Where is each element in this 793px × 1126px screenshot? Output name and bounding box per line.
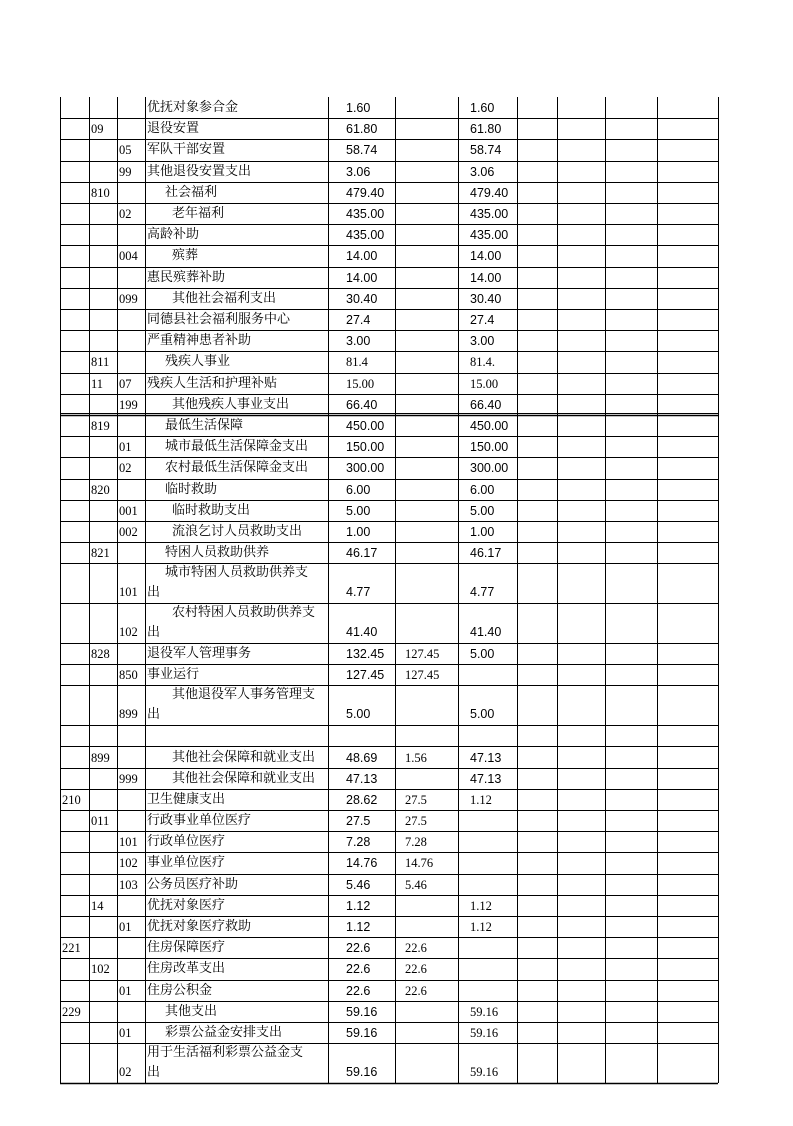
item-name: 退役安置: [147, 121, 200, 137]
subitem-code: 899: [119, 707, 138, 722]
category-code: 210: [62, 792, 81, 807]
item-code: 11: [91, 376, 104, 391]
project-expenditure: 46.17: [470, 546, 502, 561]
basic-expenditure: 127.45: [405, 647, 440, 662]
item-name: 退役军人管理事务: [147, 646, 252, 662]
category-code: 229: [62, 1004, 81, 1019]
total-amount: 4.77: [346, 585, 371, 600]
subitem-code: 099: [119, 291, 138, 306]
total-amount: 27.4: [346, 313, 371, 328]
item-name: 优抚对象医疗: [147, 897, 226, 913]
subitem-code: 101: [119, 585, 138, 600]
item-code: 820: [91, 482, 110, 497]
project-expenditure: 5.00: [470, 647, 495, 662]
subitem-code: 01: [119, 983, 132, 998]
total-amount: 15.00: [346, 376, 375, 391]
project-expenditure: 479.40: [470, 185, 509, 200]
item-name: 其他社会保障和就业支出: [172, 749, 316, 765]
subitem-code: 102: [119, 856, 138, 871]
basic-expenditure: 5.46: [405, 877, 427, 892]
item-name: 优抚对象参合金: [147, 100, 239, 116]
item-name: 彩票公益金安排支出: [165, 1025, 283, 1041]
total-amount: 1.00: [346, 525, 371, 539]
item-code: 810: [91, 185, 110, 200]
item-name: 社会福利: [165, 184, 218, 200]
project-expenditure: 59.16: [470, 1065, 499, 1079]
item-code: 09: [91, 122, 104, 137]
item-name: 行政单位医疗: [147, 834, 226, 850]
item-name: 临时救助: [165, 481, 218, 497]
basic-expenditure: 27.5: [405, 814, 427, 829]
item-name: 其他社会福利支出: [172, 290, 277, 306]
project-expenditure: 81.4.: [470, 355, 495, 370]
total-amount: 132.45: [346, 647, 385, 662]
subitem-code: 02: [119, 1065, 132, 1079]
item-code: 899: [91, 750, 110, 765]
item-name: 城市特困人员救助供养支: [165, 565, 309, 581]
project-expenditure: 27.4: [470, 313, 495, 328]
project-expenditure: 5.00: [470, 503, 495, 518]
total-amount: 3.06: [346, 164, 371, 179]
item-name: 事业单位医疗: [147, 855, 226, 871]
basic-expenditure: 127.45: [405, 668, 440, 683]
total-amount: 46.17: [346, 546, 378, 561]
total-amount: 58.74: [346, 143, 378, 158]
project-expenditure: 58.74: [470, 143, 502, 158]
total-amount: 59.16: [346, 1026, 378, 1041]
total-amount: 28.62: [346, 792, 378, 807]
total-amount: 14.00: [346, 249, 378, 264]
project-expenditure: 30.40: [470, 291, 502, 306]
category-code: 221: [62, 941, 81, 956]
item-code: 828: [91, 647, 110, 662]
subitem-code: 01: [119, 440, 132, 455]
basic-expenditure: 14.76: [405, 856, 434, 871]
item-code: 821: [91, 546, 110, 561]
subitem-code: 01: [119, 920, 132, 935]
subitem-code: 002: [119, 525, 138, 539]
item-name: 同德县社会福利服务中心: [147, 312, 291, 328]
project-expenditure: 66.40: [470, 397, 502, 412]
item-name: 临时救助支出: [172, 502, 251, 518]
item-name: 流浪乞讨人员救助支出: [172, 524, 303, 539]
project-expenditure: 3.00: [470, 334, 495, 349]
project-expenditure: 1.12: [470, 792, 492, 807]
total-amount: 14.00: [346, 270, 378, 285]
project-expenditure: 59.16: [470, 1026, 499, 1041]
subitem-code: 07: [119, 376, 132, 391]
total-amount: 22.6: [346, 983, 371, 998]
item-name: 其他支出: [165, 1003, 218, 1019]
item-name: 最低生活保障: [165, 418, 244, 434]
item-name: 农村最低生活保障金支出: [165, 460, 309, 476]
total-amount: 47.13: [346, 771, 378, 786]
item-name: 公务员医疗补助: [147, 876, 239, 892]
item-name: 优抚对象医疗救助: [147, 919, 252, 935]
project-expenditure: 6.00: [470, 482, 495, 497]
total-amount: 435.00: [346, 207, 385, 222]
total-amount: 450.00: [346, 419, 385, 434]
subitem-code: 004: [119, 249, 138, 264]
total-amount: 41.40: [346, 624, 378, 639]
project-expenditure: 1.12: [470, 920, 492, 935]
item-name-cont: 出: [147, 707, 161, 723]
item-name-cont: 出: [147, 1065, 161, 1080]
basic-expenditure: 22.6: [405, 962, 427, 977]
project-expenditure: 1.00: [470, 525, 495, 539]
item-name: 农村特困人员救助供养支: [172, 605, 316, 621]
subitem-code: 999: [119, 771, 138, 786]
subitem-code: 001: [119, 503, 138, 518]
total-amount: 6.00: [346, 482, 371, 497]
subitem-code: 199: [119, 397, 138, 412]
item-code: 811: [91, 355, 110, 370]
project-expenditure: 150.00: [470, 440, 509, 455]
project-expenditure: 435.00: [470, 228, 509, 243]
subitem-code: 101: [119, 835, 138, 850]
item-name: 城市最低生活保障金支出: [165, 439, 309, 455]
subitem-code: 02: [119, 461, 132, 476]
total-amount: 22.6: [346, 941, 371, 956]
item-name: 军队干部安置: [147, 142, 226, 158]
item-name: 事业运行: [147, 667, 200, 683]
total-amount: 5.00: [346, 503, 371, 518]
total-amount: 7.28: [346, 835, 371, 850]
total-amount: 5.00: [346, 707, 371, 722]
project-expenditure: 450.00: [470, 419, 509, 434]
total-amount: 479.40: [346, 185, 385, 200]
subitem-code: 850: [119, 668, 138, 683]
item-name: 住房保障医疗: [147, 940, 226, 956]
project-expenditure: 1.12: [470, 898, 492, 913]
project-expenditure: 61.80: [470, 122, 502, 137]
basic-expenditure: 7.28: [405, 835, 427, 850]
total-amount: 1.60: [346, 101, 371, 116]
project-expenditure: 1.60: [470, 101, 495, 116]
item-name: 残疾人生活和护理补贴: [147, 375, 278, 391]
project-expenditure: 300.00: [470, 461, 509, 476]
subitem-code: 02: [119, 207, 132, 222]
total-amount: 81.4: [346, 355, 368, 370]
item-name: 其他残疾人事业支出: [172, 396, 290, 412]
item-code: 011: [91, 814, 110, 829]
basic-expenditure: 22.6: [405, 941, 427, 956]
total-amount: 3.00: [346, 334, 371, 349]
total-amount: 66.40: [346, 397, 378, 412]
item-name: 严重精神患者补助: [147, 333, 252, 349]
item-name-cont: 出: [147, 585, 161, 601]
total-amount: 435.00: [346, 228, 385, 243]
total-amount: 59.16: [346, 1065, 378, 1079]
item-name-cont: 出: [147, 624, 161, 640]
total-amount: 61.80: [346, 122, 378, 137]
item-name: 老年福利: [172, 206, 225, 222]
item-name: 卫生健康支出: [147, 791, 226, 807]
total-amount: 1.12: [346, 920, 371, 935]
item-name: 用于生活福利彩票公益金支: [147, 1045, 304, 1061]
total-amount: 150.00: [346, 440, 385, 455]
total-amount: 22.6: [346, 962, 371, 977]
project-expenditure: 3.06: [470, 164, 495, 179]
basic-expenditure: 1.56: [405, 750, 427, 765]
item-code: 819: [91, 419, 110, 434]
item-name: 殡葬: [172, 248, 199, 264]
total-amount: 59.16: [346, 1004, 378, 1019]
item-name: 行政事业单位医疗: [147, 813, 252, 829]
subitem-code: 103: [119, 877, 138, 892]
project-expenditure: 14.00: [470, 249, 502, 264]
project-expenditure: 14.00: [470, 270, 502, 285]
subitem-code: 99: [119, 164, 132, 179]
subitem-code: 01: [119, 1026, 132, 1041]
project-expenditure: 435.00: [470, 207, 509, 222]
item-name: 其他社会保障和就业支出: [172, 770, 316, 786]
project-expenditure: 5.00: [470, 707, 495, 722]
project-expenditure: 41.40: [470, 624, 502, 639]
item-name: 残疾人事业: [165, 354, 231, 370]
total-amount: 48.69: [346, 750, 378, 765]
item-name: 特困人员救助供养: [165, 545, 270, 561]
item-code: 102: [91, 962, 110, 977]
item-name: 住房公积金: [147, 982, 213, 998]
total-amount: 1.12: [346, 898, 371, 913]
subitem-code: 05: [119, 143, 132, 158]
total-amount: 127.45: [346, 668, 385, 683]
item-name: 住房改革支出: [147, 961, 226, 977]
total-amount: 300.00: [346, 461, 385, 476]
total-amount: 30.40: [346, 291, 378, 306]
item-name: 惠民殡葬补助: [147, 269, 226, 285]
item-name: 其他退役军人事务管理支: [172, 687, 316, 703]
basic-expenditure: 22.6: [405, 983, 427, 998]
project-expenditure: 15.00: [470, 376, 499, 391]
item-name: 高龄补助: [147, 227, 200, 243]
subitem-code: 102: [119, 624, 138, 639]
item-name: 其他退役安置支出: [147, 163, 252, 179]
project-expenditure: 59.16: [470, 1004, 499, 1019]
project-expenditure: 4.77: [470, 585, 495, 600]
project-expenditure: 47.13: [470, 750, 502, 765]
project-expenditure: 47.13: [470, 771, 502, 786]
total-amount: 14.76: [346, 856, 378, 871]
total-amount: 27.5: [346, 814, 371, 829]
total-amount: 5.46: [346, 877, 371, 892]
item-code: 14: [91, 898, 104, 913]
basic-expenditure: 27.5: [405, 792, 427, 807]
